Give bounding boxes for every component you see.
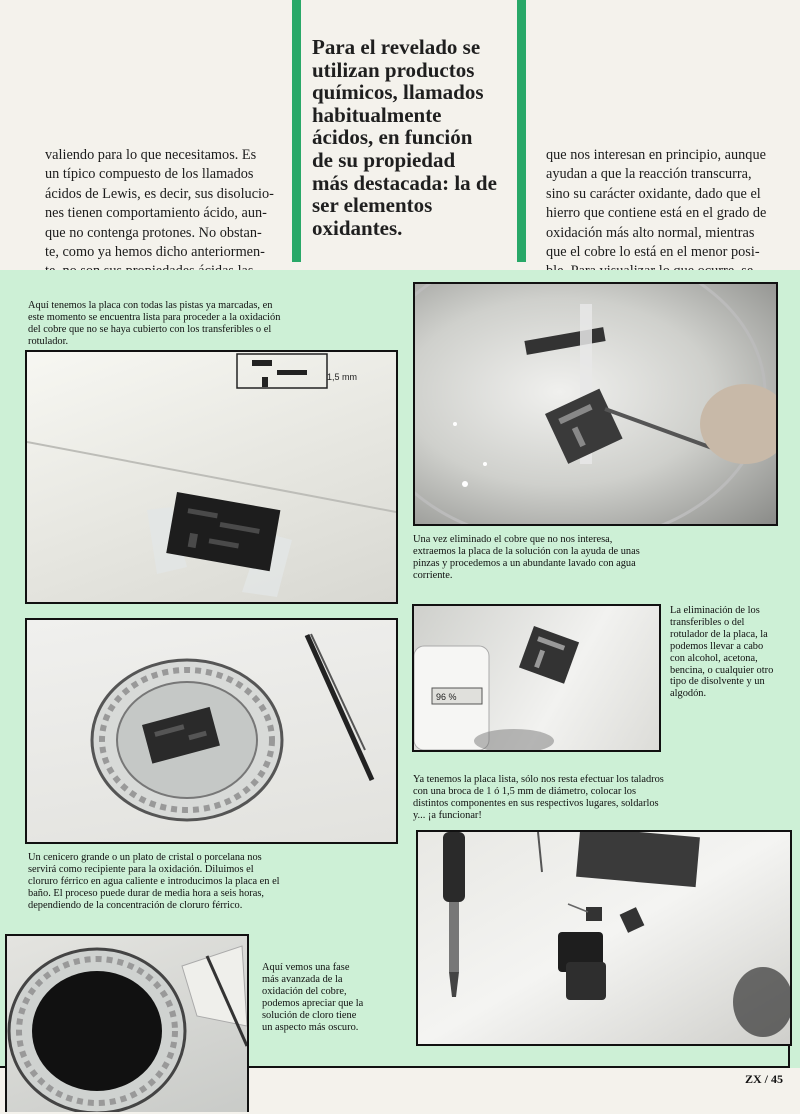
caption-lavado: [413, 534, 753, 582]
text-line: sino su carácter oxidante, dado que el: [546, 185, 761, 202]
caption-line: cloruro férrico en agua caliente e introducimos la placa en el: [28, 875, 280, 887]
text-line: un típico compuesto de los llamados: [45, 166, 254, 183]
caption-line: rotulador de la placa, la: [670, 628, 768, 640]
caption-line: pinzas y procedemos a un abundante lavado con agua: [413, 557, 636, 569]
text-line: hierro que contiene está en el grado de: [546, 205, 767, 222]
caption-line: extraemos la placa de la solución con la ayuda de unas: [413, 545, 640, 557]
pull-quote-line: Para el revelado se: [312, 35, 481, 59]
pull-quote-line: más destacada: la de: [312, 170, 497, 195]
caption-line: un aspecto más oscuro.: [262, 1021, 359, 1033]
right-column-text: [546, 146, 778, 282]
text-line: que el cobre lo está en el menor posi-: [546, 244, 760, 261]
caption-line: Un cenicero grande o un plato de cristal o porcelana nos: [28, 852, 262, 863]
caption-line: con alcohol, acetona,: [670, 652, 758, 664]
photo-cenicero: [25, 618, 398, 844]
left-column-text: [45, 146, 276, 282]
photo-mark-text: 1,5 mm: [327, 372, 358, 382]
caption-line: podemos llevar a cabo: [670, 640, 764, 652]
caption-line: más avanzada de la: [262, 973, 343, 985]
caption-line: servirá como recipiente para la oxidación. Diluimos el: [28, 863, 254, 875]
bottle-label-text: 96 %: [436, 692, 457, 702]
photo-limpieza-svg: [414, 606, 659, 750]
pull-quote-line: ser elementos: [312, 193, 433, 218]
text-line: nes tienen comportamiento ácido, aun-: [45, 205, 267, 222]
caption-placa-lista: [413, 774, 758, 822]
photo-oxidacion-svg: [7, 936, 247, 1112]
caption-line: y... ¡a funcionar!: [413, 809, 482, 821]
photo-cenicero-svg: [27, 620, 396, 842]
photo-lavado: [413, 282, 778, 526]
caption-cenicero: [28, 852, 348, 912]
text-line: valiendo para lo que necesitamos. Es: [45, 147, 257, 163]
caption-placa-marcada: [28, 300, 328, 348]
pull-quote-line: ácidos, en función: [312, 125, 473, 150]
caption-line: distintos componentes en sus respectivos lugares, soldarlos: [413, 797, 659, 809]
pull-quote-line: utilizan productos: [312, 57, 475, 82]
caption-line: algodón.: [670, 688, 707, 700]
pull-quote-line: habitualmente: [312, 102, 442, 127]
photo-limpieza: [412, 604, 661, 752]
caption-line: Aquí tenemos la placa con todas las pistas ya marcadas, en: [28, 300, 273, 311]
text-line: ácidos de Lewis, es decir, sus disolucio-: [45, 185, 274, 202]
text-line: te, como ya hemos dicho anteriormen-: [45, 244, 265, 261]
photo-componentes: [416, 830, 792, 1046]
green-divider-left: [292, 0, 301, 262]
caption-line: solución de cloro tiene: [262, 1009, 357, 1021]
text-line: que no contenga protones. No obstan-: [45, 224, 262, 241]
text-line: que nos interesan en principio, aunque: [546, 147, 766, 163]
caption-line: podemos apreciar que la: [262, 997, 364, 1009]
text-line: ayudan a que la reacción transcurra,: [546, 166, 752, 183]
caption-line: con una broca de 1 ó 1,5 mm de diámetro, colocar los: [413, 785, 637, 797]
pull-quote: [312, 36, 512, 239]
caption-line: Una vez eliminado el cobre que no nos interesa,: [413, 534, 613, 545]
caption-line: Ya tenemos la placa lista, sólo nos resta efectuar los taladros: [413, 774, 664, 785]
caption-line: tipo de disolvente y un: [670, 676, 765, 688]
caption-line: este momento se encuentra lista para proceder a la oxidación: [28, 311, 281, 323]
text-line: oxidación más alto normal, mientras: [546, 224, 755, 241]
photo-placa-marcada: [25, 350, 398, 604]
pull-quote-line: de su propiedad: [312, 147, 456, 172]
caption-line: del cobre que no se haya cubierto con los transferibles o el: [28, 323, 272, 335]
caption-line: Aquí vemos una fase: [262, 962, 350, 973]
caption-oxidacion-avanzada: [262, 962, 392, 1033]
caption-line: corriente.: [413, 569, 453, 581]
green-divider-right: [517, 0, 526, 262]
photo-lavado-svg: [415, 284, 776, 524]
caption-limpieza: [670, 605, 795, 700]
photo-componentes-svg: [418, 832, 790, 1044]
caption-line: dependiendo de la concentración de cloruro férrico.: [28, 899, 243, 911]
pull-quote-line: químicos, llamados: [312, 80, 484, 105]
page-number: ZX / 45: [745, 1072, 784, 1086]
caption-line: bencina, o cualquier otro: [670, 664, 774, 676]
caption-line: transferibles o del: [670, 616, 745, 628]
caption-line: baño. El proceso puede durar de media hora a seis horas,: [28, 887, 265, 899]
photo-oxidacion-avanzada: [5, 934, 249, 1112]
caption-line: La eliminación de los: [670, 605, 760, 616]
caption-line: rotulador.: [28, 335, 69, 347]
photo-placa-marcada-svg: [27, 352, 396, 602]
pull-quote-line: oxidantes.: [312, 215, 403, 240]
caption-line: oxidación del cobre,: [262, 985, 347, 997]
